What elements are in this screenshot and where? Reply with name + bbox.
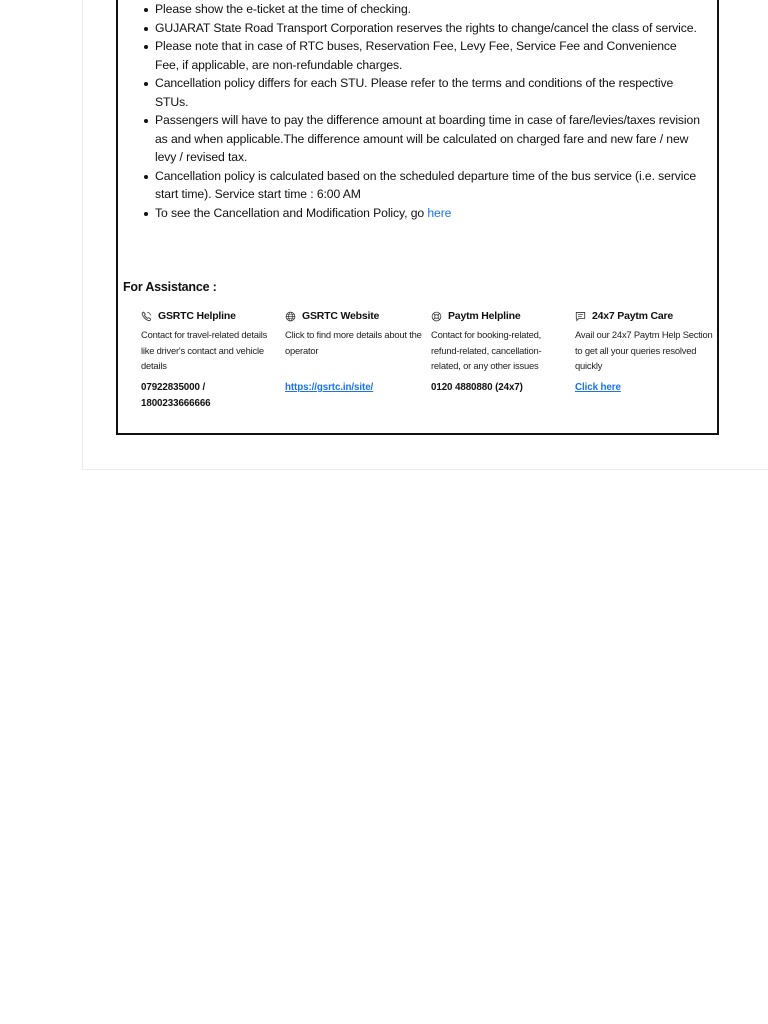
col-description: Avail our 24x7 Paytm Help Section to get all your queries resolved quickly [575, 329, 713, 372]
terms-item: Passengers will have to pay the difference amount at boarding time in case of fare/levies/taxes revision as and when applicable.The difference amount will be calculated on charged fare and new fare / new levy / revised tax. [155, 111, 703, 167]
policy-text: To see the Cancellation and Modification Policy, go [155, 205, 428, 220]
gsrtc-helpline-number[interactable]: 07922835000 / 1800233666666 [141, 382, 211, 409]
col-title [431, 308, 569, 324]
col-title [575, 308, 713, 324]
terms-item: Please note that in case of RTC buses, Reservation Fee, Levy Fee, Service Fee and Convenience Fee, if applicable, are non-refundable charges. [155, 37, 703, 74]
col-description: Click to find more details about the operator [285, 329, 422, 356]
terms-item: Cancellation policy is calculated based on the scheduled departure time of the bus service (i.e. service start time). Service start time : 6:00 AM [155, 167, 703, 204]
col-description: Contact for booking-related, refund-related, cancellation-related, or any other issues [431, 329, 542, 372]
assistance-heading: For Assistance : [123, 280, 217, 294]
paytm-helpline-number[interactable]: 0120 4880880 (24x7) [431, 382, 523, 393]
terms-list [155, 0, 703, 222]
cancellation-policy-link[interactable]: here [427, 205, 452, 220]
support-icon [431, 311, 442, 322]
chat-icon [575, 311, 586, 322]
assist-col-gsrtc-helpline [141, 308, 279, 409]
gsrtc-website-link[interactable]: https://gsrtc.in/site/ [285, 382, 374, 393]
col-title-text: 24x7 Paytm Care [592, 310, 674, 322]
col-title-text: GSRTC Website [302, 310, 380, 322]
terms-item-policy [155, 204, 703, 223]
col-title-text: Paytm Helpline [448, 310, 521, 322]
assist-col-paytm-care [575, 308, 713, 393]
globe-icon [285, 311, 296, 322]
col-title-text: GSRTC Helpline [158, 310, 236, 322]
phone-icon [141, 311, 152, 322]
paytm-care-link[interactable]: Click here [575, 382, 621, 393]
assist-col-paytm-helpline [431, 308, 569, 393]
terms-item: GUJARAT State Road Transport Corporation reserves the rights to change/cancel the class of service. [155, 19, 703, 38]
terms-item: Please show the e-ticket at the time of checking. [155, 0, 703, 19]
terms-item: Cancellation policy differs for each STU. Please refer to the terms and conditions of the respective STUs. [155, 74, 703, 111]
col-title [141, 308, 279, 324]
assist-col-gsrtc-website [285, 308, 423, 393]
col-description: Contact for travel-related details like driver's contact and vehicle details [141, 329, 268, 372]
col-title [285, 308, 423, 324]
